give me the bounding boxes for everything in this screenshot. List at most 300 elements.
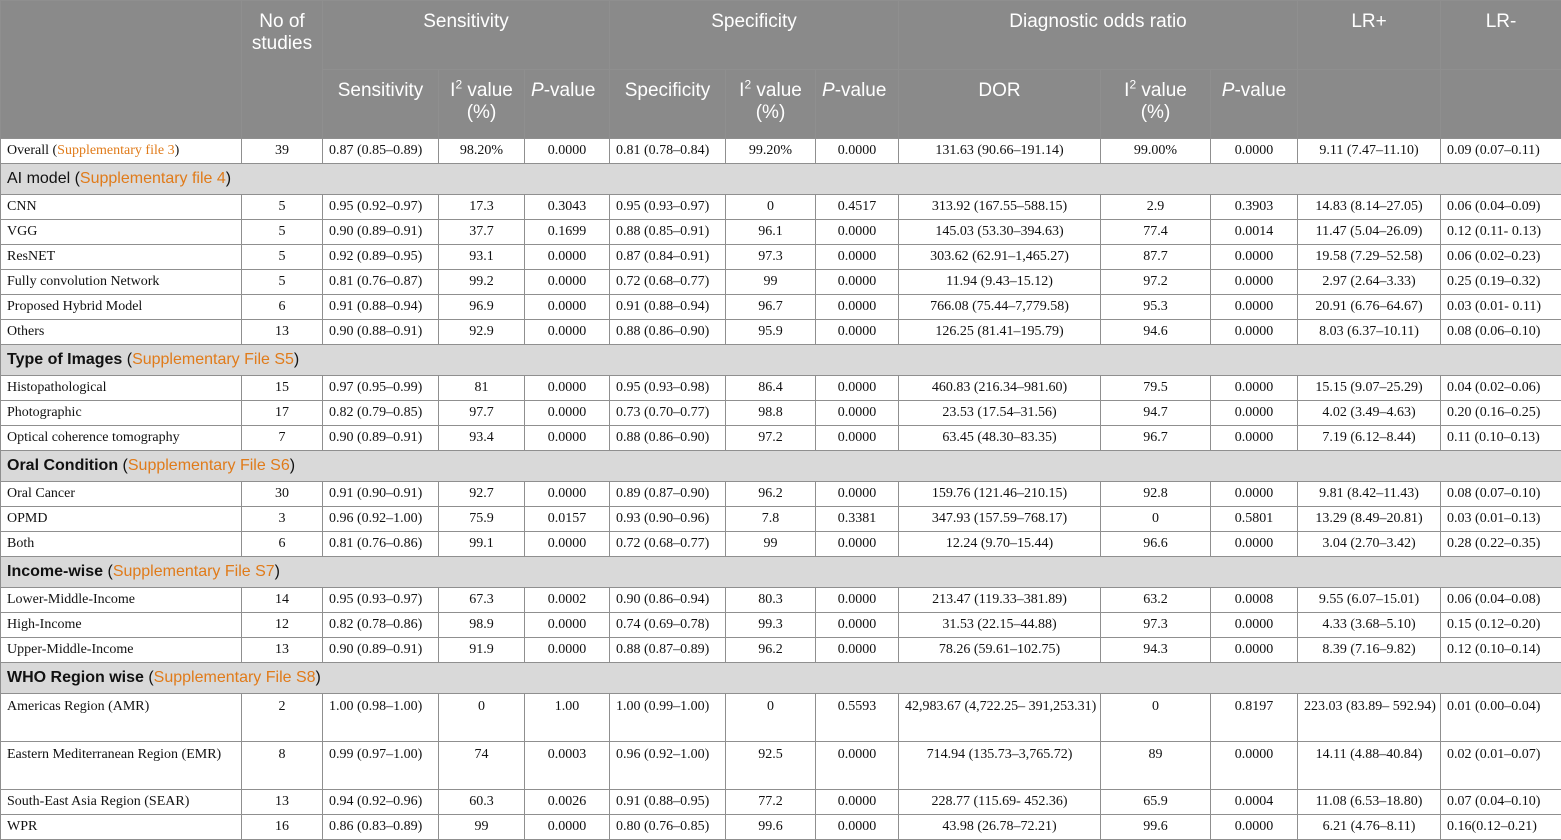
cell-studies: 16 <box>242 815 323 840</box>
cell-sensitivity: 0.81 (0.76–0.86) <box>323 532 439 557</box>
table-row <box>1 482 1561 507</box>
cell-lr-pos: 7.19 (6.12–8.44) <box>1298 426 1441 451</box>
cell-studies: 5 <box>242 195 323 220</box>
cell-lr-neg: 0.12 (0.10–0.14) <box>1441 638 1561 663</box>
cell-sensitivity: 0.91 (0.88–0.94) <box>323 295 439 320</box>
cell-lr-neg: 0.07 (0.04–0.10) <box>1441 790 1561 815</box>
cell-lr-pos: 11.47 (5.04–26.09) <box>1298 220 1441 245</box>
cell-dor: 12.24 (9.70–15.44) <box>899 532 1101 557</box>
cell-specificity: 0.88 (0.86–0.90) <box>610 426 726 451</box>
cell-dor-i2: 2.9 <box>1101 195 1211 220</box>
cell-sens-p: 0.0003 <box>525 742 610 790</box>
cell-sens-i2: 0 <box>439 694 525 742</box>
table-row <box>1 742 1561 790</box>
cell-dor-p: 0.0000 <box>1211 245 1298 270</box>
cell-specificity: 0.72 (0.68–0.77) <box>610 532 726 557</box>
cell-dor-i2: 63.2 <box>1101 588 1211 613</box>
cell-lr-neg: 0.06 (0.02–0.23) <box>1441 245 1561 270</box>
cell-lr-pos: 9.11 (7.47–11.10) <box>1298 139 1441 164</box>
cell-lr-pos: 8.39 (7.16–9.82) <box>1298 638 1441 663</box>
cell-spec-i2: 96.2 <box>726 482 816 507</box>
cell-sensitivity: 1.00 (0.98–1.00) <box>323 694 439 742</box>
header-diagnostic-odds-ratio: Diagnostic odds ratio <box>899 1 1298 70</box>
header-no-of-studies: No of studies <box>242 1 323 139</box>
cell-spec-i2: 86.4 <box>726 376 816 401</box>
section-title: Oral Condition (Supplementary File S6) <box>1 451 1561 482</box>
cell-dor-i2: 95.3 <box>1101 295 1211 320</box>
cell-dor-i2: 77.4 <box>1101 220 1211 245</box>
cell-dor-p: 0.3903 <box>1211 195 1298 220</box>
cell-dor-p: 0.0000 <box>1211 139 1298 164</box>
cell-spec-p: 0.0000 <box>816 613 899 638</box>
cell-sensitivity: 0.95 (0.93–0.97) <box>323 588 439 613</box>
cell-specificity: 0.74 (0.69–0.78) <box>610 613 726 638</box>
row-label: Optical coherence tomography <box>1 426 242 451</box>
cell-sens-i2: 67.3 <box>439 588 525 613</box>
cell-sensitivity: 0.92 (0.89–0.95) <box>323 245 439 270</box>
cell-studies: 39 <box>242 139 323 164</box>
cell-studies: 6 <box>242 295 323 320</box>
cell-specificity: 0.80 (0.76–0.85) <box>610 815 726 840</box>
table-row <box>1 401 1561 426</box>
cell-dor-p: 0.0000 <box>1211 270 1298 295</box>
cell-lr-neg: 0.08 (0.06–0.10) <box>1441 320 1561 345</box>
cell-sens-p: 0.0000 <box>525 532 610 557</box>
cell-lr-pos: 14.11 (4.88–40.84) <box>1298 742 1441 790</box>
subheader-lr-positive-empty <box>1298 70 1441 139</box>
supplementary-link[interactable]: Supplementary File S8 <box>154 669 316 686</box>
cell-lr-pos: 2.97 (2.64–3.33) <box>1298 270 1441 295</box>
cell-lr-neg: 0.08 (0.07–0.10) <box>1441 482 1561 507</box>
section-title: AI model (Supplementary file 4) <box>1 164 1561 195</box>
row-label: Americas Region (AMR) <box>1 694 242 742</box>
section-header-row <box>1 557 1561 588</box>
table-row <box>1 195 1561 220</box>
cell-sens-i2: 97.7 <box>439 401 525 426</box>
row-label: Upper-Middle-Income <box>1 638 242 663</box>
table-row <box>1 638 1561 663</box>
cell-sensitivity: 0.82 (0.79–0.85) <box>323 401 439 426</box>
section-title: Type of Images (Supplementary File S5) <box>1 345 1561 376</box>
cell-sensitivity: 0.86 (0.83–0.89) <box>323 815 439 840</box>
cell-dor: 42,983.67 (4,722.25– 391,253.31) <box>899 694 1101 742</box>
row-label: Lower-Middle-Income <box>1 588 242 613</box>
cell-spec-i2: 99 <box>726 270 816 295</box>
section-header-row <box>1 451 1561 482</box>
cell-sens-i2: 92.7 <box>439 482 525 507</box>
table-row <box>1 426 1561 451</box>
header-specificity: Specificity <box>610 1 899 70</box>
cell-dor-i2: 94.7 <box>1101 401 1211 426</box>
supplementary-link[interactable]: Supplementary File S6 <box>128 457 290 474</box>
cell-dor-i2: 79.5 <box>1101 376 1211 401</box>
cell-lr-neg: 0.06 (0.04–0.08) <box>1441 588 1561 613</box>
cell-dor: 31.53 (22.15–44.88) <box>899 613 1101 638</box>
cell-dor: 78.26 (59.61–102.75) <box>899 638 1101 663</box>
subheader-lr-negative-empty <box>1441 70 1561 139</box>
row-label: Others <box>1 320 242 345</box>
cell-dor-p: 0.0000 <box>1211 426 1298 451</box>
cell-sensitivity: 0.90 (0.89–0.91) <box>323 426 439 451</box>
cell-dor-i2: 99.00% <box>1101 139 1211 164</box>
cell-lr-neg: 0.04 (0.02–0.06) <box>1441 376 1561 401</box>
table-row <box>1 320 1561 345</box>
cell-spec-p: 0.0000 <box>816 220 899 245</box>
cell-lr-pos: 20.91 (6.76–64.67) <box>1298 295 1441 320</box>
cell-sens-p: 0.0000 <box>525 295 610 320</box>
subheader-p-value-sensitivity: P-value <box>525 70 610 139</box>
cell-sens-i2: 75.9 <box>439 507 525 532</box>
table-row <box>1 376 1561 401</box>
cell-dor-p: 0.5801 <box>1211 507 1298 532</box>
cell-lr-neg: 0.09 (0.07–0.11) <box>1441 139 1561 164</box>
cell-spec-p: 0.0000 <box>816 270 899 295</box>
subheader-i2-dor: $I^2$ value (%) <box>1101 70 1211 139</box>
cell-specificity: 0.96 (0.92–1.00) <box>610 742 726 790</box>
supplementary-link[interactable]: Supplementary File S5 <box>132 351 294 368</box>
cell-lr-neg: 0.20 (0.16–0.25) <box>1441 401 1561 426</box>
cell-spec-p: 0.0000 <box>816 588 899 613</box>
cell-spec-p: 0.0000 <box>816 532 899 557</box>
subheader-p-value-specificity: P-value <box>816 70 899 139</box>
cell-specificity: 0.73 (0.70–0.77) <box>610 401 726 426</box>
cell-lr-neg: 0.01 (0.00–0.04) <box>1441 694 1561 742</box>
cell-sens-p: 0.0000 <box>525 482 610 507</box>
cell-lr-neg: 0.06 (0.04–0.09) <box>1441 195 1561 220</box>
cell-sens-p: 0.0000 <box>525 401 610 426</box>
section-title: Income-wise (Supplementary File S7) <box>1 557 1561 588</box>
cell-sens-p: 0.0000 <box>525 139 610 164</box>
cell-sensitivity: 0.90 (0.89–0.91) <box>323 220 439 245</box>
cell-sens-p: 0.0000 <box>525 638 610 663</box>
cell-dor-i2: 94.6 <box>1101 320 1211 345</box>
cell-lr-pos: 223.03 (83.89– 592.94) <box>1298 694 1441 742</box>
table-row <box>1 220 1561 245</box>
cell-specificity: 0.91 (0.88–0.94) <box>610 295 726 320</box>
cell-lr-pos: 6.21 (4.76–8.11) <box>1298 815 1441 840</box>
cell-sens-i2: 91.9 <box>439 638 525 663</box>
cell-spec-i2: 97.2 <box>726 426 816 451</box>
cell-specificity: 0.88 (0.87–0.89) <box>610 638 726 663</box>
row-label: Overall (Supplementary file 3) <box>1 139 242 164</box>
cell-sensitivity: 0.99 (0.97–1.00) <box>323 742 439 790</box>
cell-spec-i2: 99.6 <box>726 815 816 840</box>
cell-sensitivity: 0.95 (0.92–0.97) <box>323 195 439 220</box>
cell-dor-i2: 96.6 <box>1101 532 1211 557</box>
cell-sens-p: 0.0000 <box>525 613 610 638</box>
cell-dor: 303.62 (62.91–1,465.27) <box>899 245 1101 270</box>
row-label: Proposed Hybrid Model <box>1 295 242 320</box>
subheader-i2-specificity: $I^2$ value (%) <box>726 70 816 139</box>
cell-sens-p: 1.00 <box>525 694 610 742</box>
cell-lr-neg: 0.11 (0.10–0.13) <box>1441 426 1561 451</box>
cell-sens-i2: 96.9 <box>439 295 525 320</box>
row-label: Both <box>1 532 242 557</box>
cell-specificity: 0.91 (0.88–0.95) <box>610 790 726 815</box>
cell-dor-p: 0.0000 <box>1211 401 1298 426</box>
cell-spec-p: 0.0000 <box>816 245 899 270</box>
section-title: WHO Region wise (Supplementary File S8) <box>1 663 1561 694</box>
cell-sens-i2: 93.1 <box>439 245 525 270</box>
cell-dor-p: 0.0000 <box>1211 482 1298 507</box>
cell-sensitivity: 0.87 (0.85–0.89) <box>323 139 439 164</box>
cell-studies: 13 <box>242 790 323 815</box>
cell-sens-p: 0.0000 <box>525 815 610 840</box>
cell-spec-i2: 96.1 <box>726 220 816 245</box>
row-label: High-Income <box>1 613 242 638</box>
cell-lr-pos: 9.55 (6.07–15.01) <box>1298 588 1441 613</box>
cell-dor: 159.76 (121.46–210.15) <box>899 482 1101 507</box>
table-row <box>1 694 1561 742</box>
section-header-row <box>1 345 1561 376</box>
cell-dor-i2: 92.8 <box>1101 482 1211 507</box>
cell-lr-pos: 9.81 (8.42–11.43) <box>1298 482 1441 507</box>
cell-sens-p: 0.0026 <box>525 790 610 815</box>
cell-studies: 2 <box>242 694 323 742</box>
cell-spec-i2: 98.8 <box>726 401 816 426</box>
row-label: Photographic <box>1 401 242 426</box>
cell-dor-p: 0.0000 <box>1211 613 1298 638</box>
cell-dor-i2: 99.6 <box>1101 815 1211 840</box>
cell-lr-pos: 8.03 (6.37–10.11) <box>1298 320 1441 345</box>
cell-dor: 11.94 (9.43–15.12) <box>899 270 1101 295</box>
cell-sens-p: 0.0000 <box>525 376 610 401</box>
cell-specificity: 0.72 (0.68–0.77) <box>610 270 726 295</box>
cell-dor-i2: 97.2 <box>1101 270 1211 295</box>
subheader-specificity: Specificity <box>610 70 726 139</box>
cell-spec-p: 0.5593 <box>816 694 899 742</box>
cell-specificity: 0.89 (0.87–0.90) <box>610 482 726 507</box>
header-lr-positive: LR+ <box>1298 1 1441 70</box>
supplementary-link[interactable]: Supplementary File S7 <box>113 563 275 580</box>
cell-lr-pos: 15.15 (9.07–25.29) <box>1298 376 1441 401</box>
subheader-i2-sensitivity: $I^2$ value (%) <box>439 70 525 139</box>
cell-spec-p: 0.0000 <box>816 426 899 451</box>
cell-sens-i2: 17.3 <box>439 195 525 220</box>
cell-spec-i2: 99.20% <box>726 139 816 164</box>
cell-sensitivity: 0.90 (0.89–0.91) <box>323 638 439 663</box>
cell-sens-i2: 37.7 <box>439 220 525 245</box>
table-row <box>1 588 1561 613</box>
cell-dor-p: 0.0000 <box>1211 742 1298 790</box>
cell-dor: 313.92 (167.55–588.15) <box>899 195 1101 220</box>
subheader-dor: DOR <box>899 70 1101 139</box>
cell-studies: 5 <box>242 270 323 295</box>
cell-sens-p: 0.3043 <box>525 195 610 220</box>
cell-specificity: 0.93 (0.90–0.96) <box>610 507 726 532</box>
cell-spec-p: 0.0000 <box>816 401 899 426</box>
cell-dor-p: 0.0000 <box>1211 320 1298 345</box>
cell-studies: 15 <box>242 376 323 401</box>
cell-spec-i2: 96.2 <box>726 638 816 663</box>
cell-dor-i2: 97.3 <box>1101 613 1211 638</box>
cell-spec-p: 0.3381 <box>816 507 899 532</box>
cell-dor: 460.83 (216.34–981.60) <box>899 376 1101 401</box>
table-row-overall <box>1 139 1561 164</box>
cell-sens-p: 0.0157 <box>525 507 610 532</box>
cell-dor-p: 0.0000 <box>1211 638 1298 663</box>
cell-dor: 131.63 (90.66–191.14) <box>899 139 1101 164</box>
table-row <box>1 270 1561 295</box>
cell-sens-i2: 99.2 <box>439 270 525 295</box>
cell-specificity: 0.87 (0.84–0.91) <box>610 245 726 270</box>
cell-sensitivity: 0.97 (0.95–0.99) <box>323 376 439 401</box>
table-row <box>1 507 1561 532</box>
cell-sens-p: 0.1699 <box>525 220 610 245</box>
cell-sensitivity: 0.94 (0.92–0.96) <box>323 790 439 815</box>
cell-dor: 126.25 (81.41–195.79) <box>899 320 1101 345</box>
cell-lr-pos: 11.08 (6.53–18.80) <box>1298 790 1441 815</box>
table-row <box>1 245 1561 270</box>
cell-spec-i2: 7.8 <box>726 507 816 532</box>
row-label: Eastern Mediterranean Region (EMR) <box>1 742 242 790</box>
cell-specificity: 0.88 (0.86–0.90) <box>610 320 726 345</box>
cell-dor: 63.45 (48.30–83.35) <box>899 426 1101 451</box>
cell-dor: 213.47 (119.33–381.89) <box>899 588 1101 613</box>
supplementary-link[interactable]: Supplementary file 3 <box>57 143 174 158</box>
cell-spec-i2: 80.3 <box>726 588 816 613</box>
table-row <box>1 532 1561 557</box>
cell-dor: 714.94 (135.73–3,765.72) <box>899 742 1101 790</box>
row-label: OPMD <box>1 507 242 532</box>
cell-sens-i2: 74 <box>439 742 525 790</box>
cell-studies: 8 <box>242 742 323 790</box>
cell-spec-i2: 96.7 <box>726 295 816 320</box>
cell-studies: 5 <box>242 245 323 270</box>
header-corner <box>1 1 242 139</box>
cell-lr-neg: 0.02 (0.01–0.07) <box>1441 742 1561 790</box>
row-label: WPR <box>1 815 242 840</box>
cell-studies: 7 <box>242 426 323 451</box>
cell-sens-p: 0.0000 <box>525 270 610 295</box>
row-label: Oral Cancer <box>1 482 242 507</box>
cell-lr-pos: 4.33 (3.68–5.10) <box>1298 613 1441 638</box>
subheader-p-value-dor: P-value <box>1211 70 1298 139</box>
cell-dor: 43.98 (26.78–72.21) <box>899 815 1101 840</box>
row-label: CNN <box>1 195 242 220</box>
cell-studies: 17 <box>242 401 323 426</box>
row-label: South-East Asia Region (SEAR) <box>1 790 242 815</box>
cell-sens-i2: 92.9 <box>439 320 525 345</box>
cell-studies: 5 <box>242 220 323 245</box>
cell-spec-p: 0.0000 <box>816 815 899 840</box>
cell-lr-neg: 0.15 (0.12–0.20) <box>1441 613 1561 638</box>
cell-sens-i2: 99 <box>439 815 525 840</box>
header-sensitivity: Sensitivity <box>323 1 610 70</box>
row-label: Histopathological <box>1 376 242 401</box>
cell-studies: 12 <box>242 613 323 638</box>
cell-studies: 30 <box>242 482 323 507</box>
subheader-sensitivity: Sensitivity <box>323 70 439 139</box>
cell-specificity: 1.00 (0.99–1.00) <box>610 694 726 742</box>
cell-sensitivity: 0.91 (0.90–0.91) <box>323 482 439 507</box>
cell-sens-p: 0.0002 <box>525 588 610 613</box>
cell-dor-i2: 0 <box>1101 694 1211 742</box>
cell-dor-p: 0.0000 <box>1211 532 1298 557</box>
cell-sensitivity: 0.96 (0.92–1.00) <box>323 507 439 532</box>
cell-spec-i2: 0 <box>726 694 816 742</box>
cell-sens-i2: 99.1 <box>439 532 525 557</box>
table-row <box>1 790 1561 815</box>
cell-lr-pos: 14.83 (8.14–27.05) <box>1298 195 1441 220</box>
cell-specificity: 0.95 (0.93–0.98) <box>610 376 726 401</box>
cell-spec-i2: 99 <box>726 532 816 557</box>
cell-spec-p: 0.0000 <box>816 376 899 401</box>
cell-dor-i2: 94.3 <box>1101 638 1211 663</box>
cell-sensitivity: 0.82 (0.78–0.86) <box>323 613 439 638</box>
cell-lr-pos: 3.04 (2.70–3.42) <box>1298 532 1441 557</box>
cell-sens-i2: 98.9 <box>439 613 525 638</box>
cell-lr-neg: 0.12 (0.11- 0.13) <box>1441 220 1561 245</box>
cell-studies: 3 <box>242 507 323 532</box>
cell-dor-i2: 87.7 <box>1101 245 1211 270</box>
cell-lr-pos: 4.02 (3.49–4.63) <box>1298 401 1441 426</box>
supplementary-link[interactable]: Supplementary file 4 <box>80 170 226 187</box>
cell-dor-p: 0.0014 <box>1211 220 1298 245</box>
cell-spec-p: 0.4517 <box>816 195 899 220</box>
cell-spec-i2: 97.3 <box>726 245 816 270</box>
cell-specificity: 0.90 (0.86–0.94) <box>610 588 726 613</box>
cell-sensitivity: 0.81 (0.76–0.87) <box>323 270 439 295</box>
cell-spec-i2: 95.9 <box>726 320 816 345</box>
cell-lr-neg: 0.25 (0.19–0.32) <box>1441 270 1561 295</box>
cell-dor-i2: 65.9 <box>1101 790 1211 815</box>
table-row <box>1 613 1561 638</box>
cell-specificity: 0.88 (0.85–0.91) <box>610 220 726 245</box>
cell-lr-pos: 13.29 (8.49–20.81) <box>1298 507 1441 532</box>
cell-spec-i2: 77.2 <box>726 790 816 815</box>
cell-dor: 766.08 (75.44–7,779.58) <box>899 295 1101 320</box>
section-header-row <box>1 663 1561 694</box>
cell-lr-neg: 0.03 (0.01–0.13) <box>1441 507 1561 532</box>
cell-dor-i2: 96.7 <box>1101 426 1211 451</box>
cell-dor-p: 0.0004 <box>1211 790 1298 815</box>
cell-studies: 13 <box>242 320 323 345</box>
cell-spec-p: 0.0000 <box>816 638 899 663</box>
section-header-row <box>1 164 1561 195</box>
cell-spec-p: 0.0000 <box>816 320 899 345</box>
row-label: VGG <box>1 220 242 245</box>
cell-sens-p: 0.0000 <box>525 245 610 270</box>
cell-dor-p: 0.8197 <box>1211 694 1298 742</box>
row-label: Fully convolution Network <box>1 270 242 295</box>
cell-lr-neg: 0.28 (0.22–0.35) <box>1441 532 1561 557</box>
cell-spec-p: 0.0000 <box>816 790 899 815</box>
cell-spec-i2: 99.3 <box>726 613 816 638</box>
cell-spec-i2: 92.5 <box>726 742 816 790</box>
cell-dor-p: 0.0008 <box>1211 588 1298 613</box>
cell-spec-p: 0.0000 <box>816 139 899 164</box>
cell-dor: 23.53 (17.54–31.56) <box>899 401 1101 426</box>
cell-studies: 14 <box>242 588 323 613</box>
cell-lr-neg: 0.16(0.12–0.21) <box>1441 815 1561 840</box>
table-row <box>1 295 1561 320</box>
table-row <box>1 815 1561 840</box>
cell-dor-p: 0.0000 <box>1211 376 1298 401</box>
cell-studies: 6 <box>242 532 323 557</box>
cell-sens-i2: 98.20% <box>439 139 525 164</box>
cell-lr-neg: 0.03 (0.01- 0.11) <box>1441 295 1561 320</box>
cell-lr-pos: 19.58 (7.29–52.58) <box>1298 245 1441 270</box>
cell-dor-i2: 89 <box>1101 742 1211 790</box>
cell-dor: 228.77 (115.69- 452.36) <box>899 790 1101 815</box>
cell-sens-i2: 60.3 <box>439 790 525 815</box>
cell-sens-p: 0.0000 <box>525 426 610 451</box>
cell-sens-i2: 93.4 <box>439 426 525 451</box>
cell-sens-p: 0.0000 <box>525 320 610 345</box>
cell-specificity: 0.95 (0.93–0.97) <box>610 195 726 220</box>
cell-specificity: 0.81 (0.78–0.84) <box>610 139 726 164</box>
